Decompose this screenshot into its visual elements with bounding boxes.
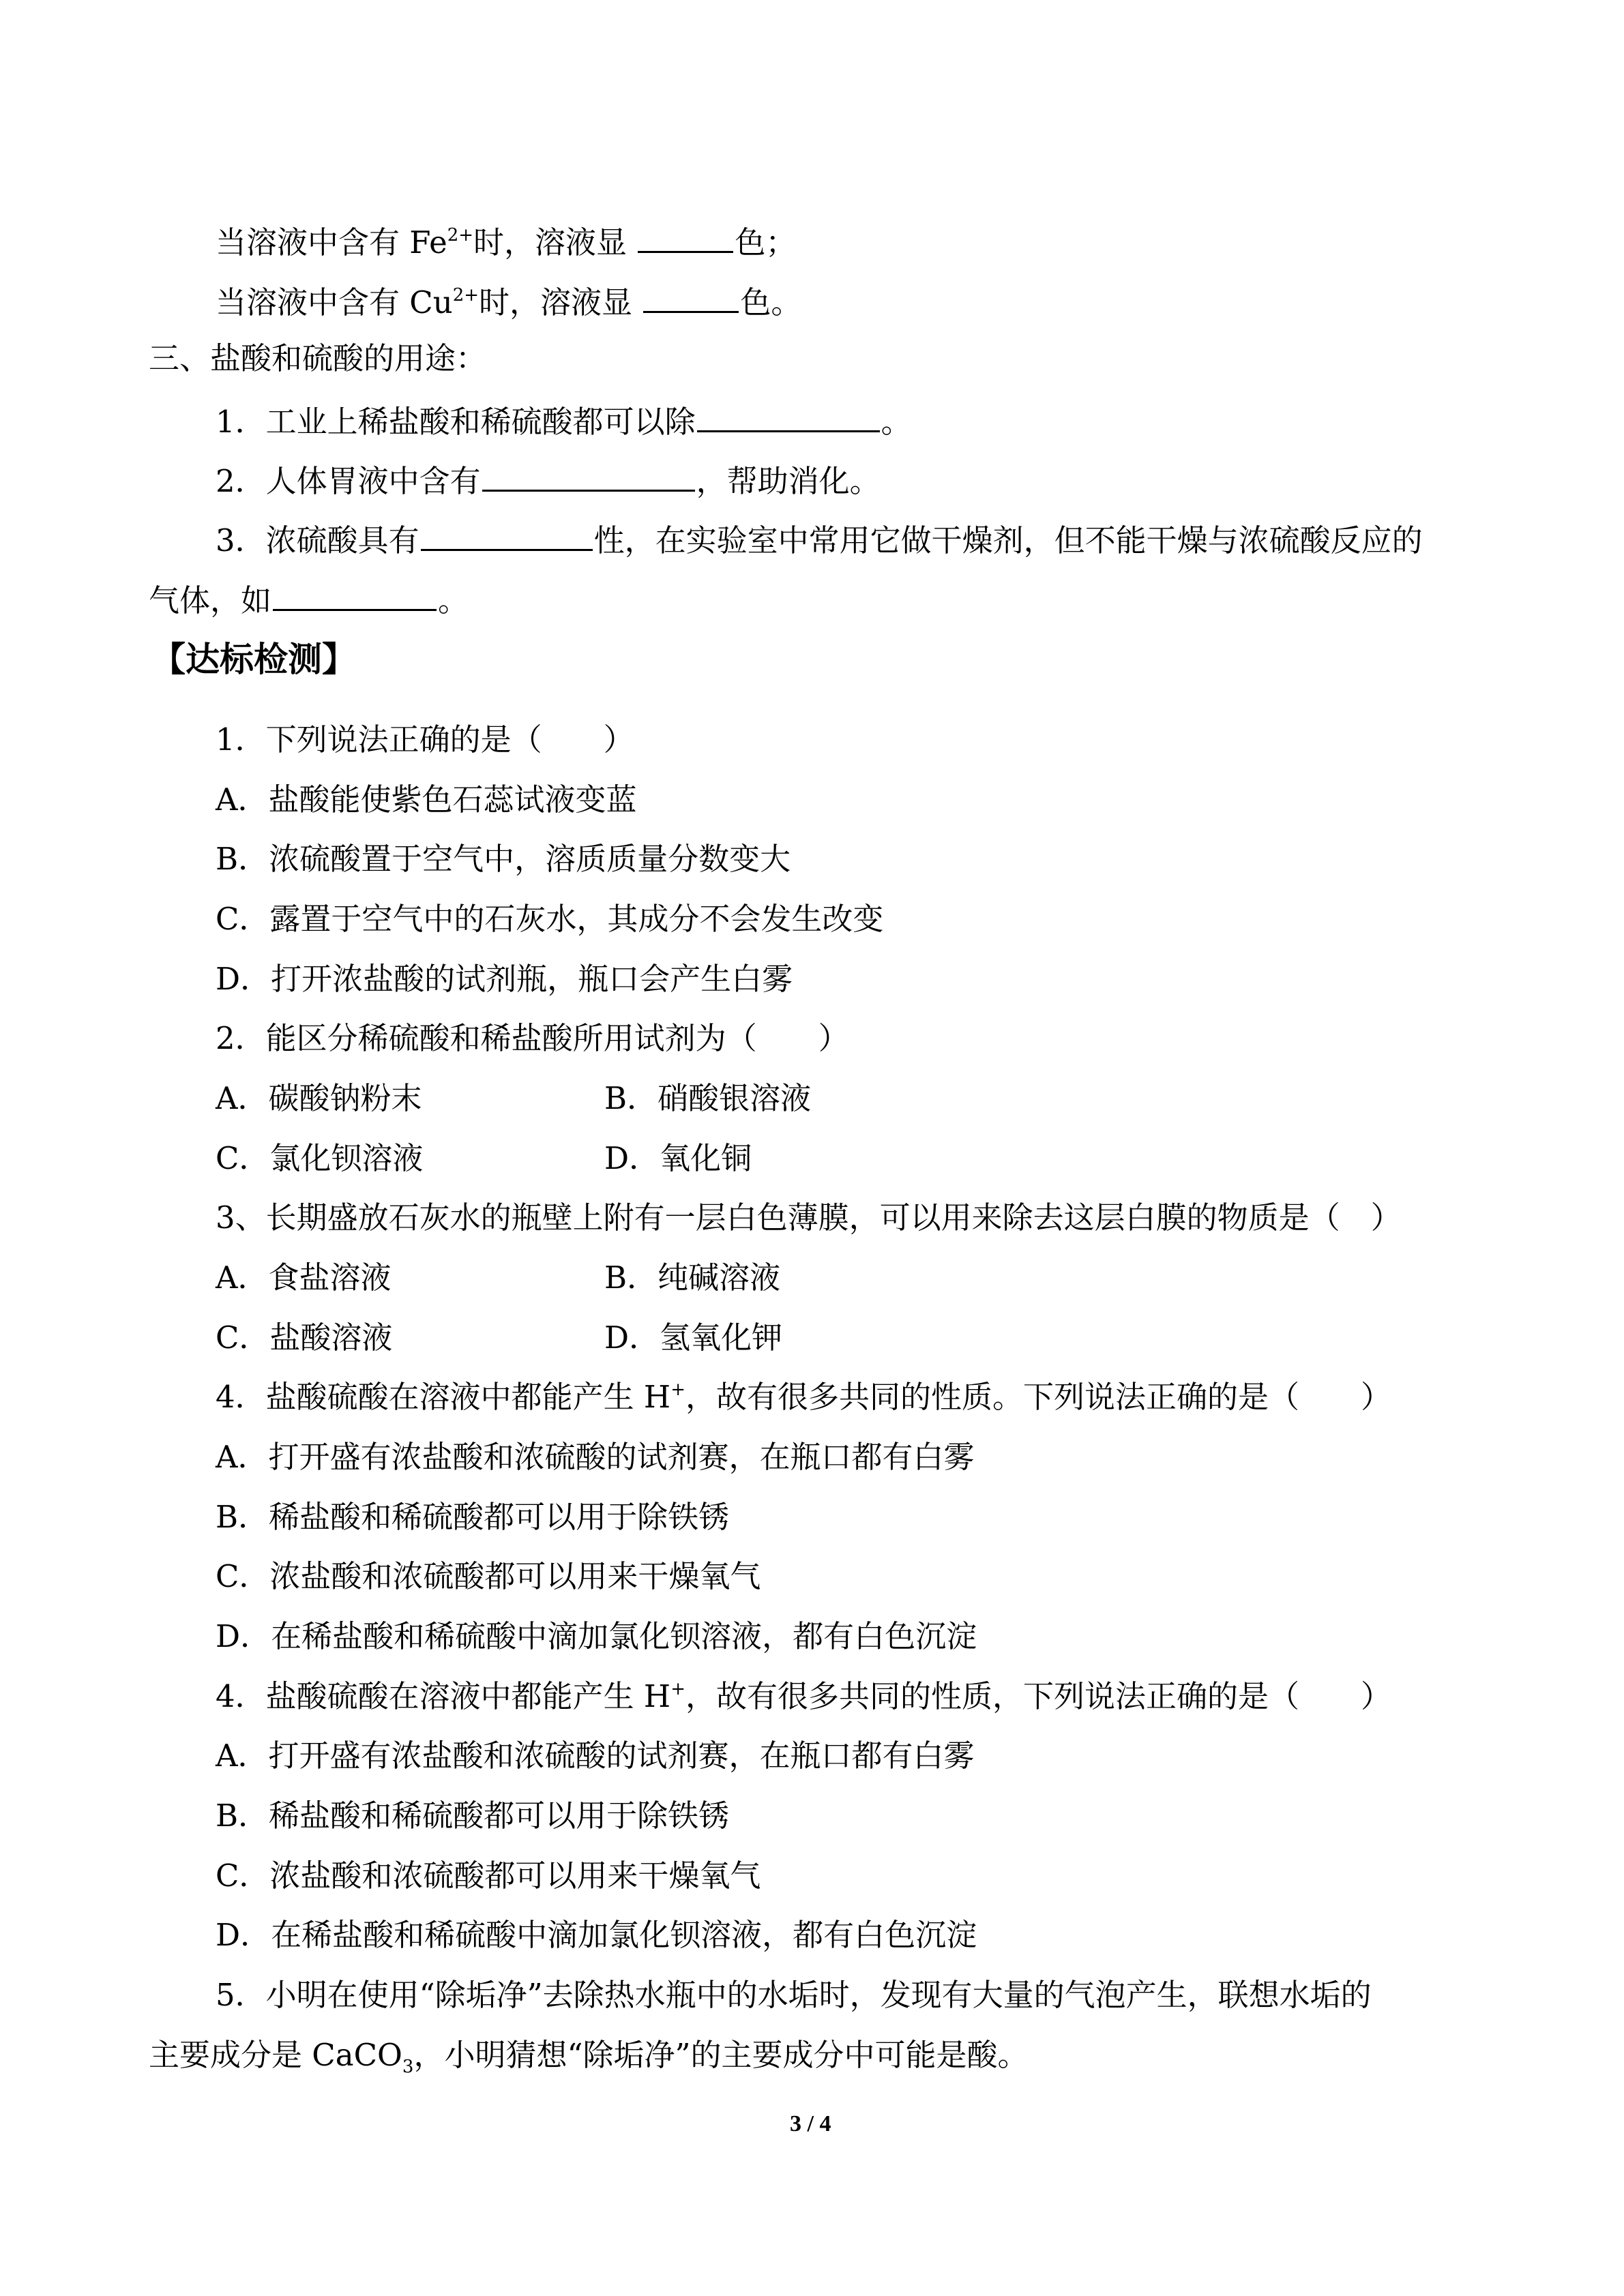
q2-option-d[interactable]: D．氧化铜 (604, 1140, 752, 1176)
uses-item-3-middle: 性，在实验室中常用它做干燥剂，但不能干燥与浓硫酸反应的 (593, 522, 1423, 558)
uses-item-3-line2-blank[interactable] (273, 582, 437, 611)
q5-line-2-prefix: 主要成分是 CaCO (149, 2037, 402, 2073)
uses-item-3-blank[interactable] (421, 522, 593, 551)
fe-suffix: 色； (735, 224, 797, 260)
q5-line-2 (149, 2037, 1029, 2077)
q4-stem-charge: + (670, 1380, 685, 1400)
q4-repeat-option-d[interactable]: D．在稀盐酸和稀硫酸中滴加氯化钡溶液，都有白色沉淀 (216, 1917, 977, 1953)
q4-repeat-option-a[interactable]: A．打开盛有浓盐酸和浓硫酸的试剂赛，在瓶口都有白雾 (216, 1738, 975, 1774)
uses-item-2-suffix: ，帮助消化。 (696, 463, 881, 499)
uses-item-1-blank[interactable] (697, 403, 880, 432)
q3-option-c[interactable]: C．盐酸溶液 (216, 1320, 393, 1356)
q4-option-c[interactable]: C．浓盐酸和浓硫酸都可以用来干燥氧气 (216, 1558, 761, 1594)
cu-color-blank[interactable] (643, 284, 739, 313)
q4-repeat-option-c[interactable]: C．浓盐酸和浓硫酸都可以用来干燥氧气 (216, 1858, 761, 1894)
q4-stem-prefix: 4．盐酸硫酸在溶液中都能产生 H (216, 1379, 671, 1415)
q2-stem: 2．能区分稀硫酸和稀盐酸所用试剂为（ ） (216, 1020, 849, 1056)
uses-item-1-suffix: 。 (881, 404, 912, 440)
uses-heading: 三、盐酸和硫酸的用途： (149, 340, 487, 376)
uses-item-3-prefix: 3．浓硫酸具有 (216, 522, 419, 558)
uses-item-2-prefix: 2．人体胃液中含有 (216, 463, 481, 499)
q1-stem: 1．下列说法正确的是（ ） (216, 721, 634, 758)
fe-color-line (216, 224, 796, 258)
cu-color-line (216, 284, 801, 318)
q2-option-a[interactable]: A．碳酸钠粉末 (216, 1080, 422, 1116)
fe-prefix: 当溶液中含有 Fe (216, 224, 447, 260)
q4-repeat-stem (216, 1678, 1391, 1714)
q1-option-a[interactable]: A．盐酸能使紫色石蕊试液变蓝 (216, 781, 637, 818)
q4-stem (216, 1379, 1391, 1415)
page-number: 3 / 4 (790, 2111, 831, 2136)
q4-repeat-option-b[interactable]: B．稀盐酸和稀硫酸都可以用于除铁锈 (216, 1798, 730, 1834)
q4-repeat-stem-suffix: ，故有很多共同的性质，下列说法正确的是（ ） (685, 1678, 1391, 1714)
test-heading: 【达标检测】 (151, 640, 356, 679)
q4-option-b[interactable]: B．稀盐酸和稀硫酸都可以用于除铁锈 (216, 1499, 730, 1535)
q2-option-c[interactable]: C．氯化钡溶液 (216, 1140, 424, 1176)
q1-option-c[interactable]: C．露置于空气中的石灰水，其成分不会发生改变 (216, 901, 884, 937)
cu-mid: 时，溶液显 (479, 284, 643, 320)
q1-option-b[interactable]: B．浓硫酸置于空气中，溶质质量分数变大 (216, 841, 791, 877)
q5-line-2-suffix: ，小明猜想“除垢净”的主要成分中可能是酸。 (413, 2037, 1029, 2073)
fe-charge: 2+ (447, 225, 474, 245)
q2-option-b[interactable]: B．硝酸银溶液 (604, 1080, 812, 1116)
q4-stem-suffix: ，故有很多共同的性质。下列说法正确的是（ ） (685, 1379, 1391, 1415)
q4-option-d[interactable]: D．在稀盐酸和稀硫酸中滴加氯化钡溶液，都有白色沉淀 (216, 1618, 977, 1654)
uses-item-2 (216, 462, 881, 499)
uses-item-3-line2-prefix: 气体，如 (149, 582, 272, 618)
fe-mid: 时，溶液显 (473, 224, 637, 260)
uses-item-2-blank[interactable] (482, 462, 695, 492)
q3-option-b[interactable]: B．纯碱溶液 (604, 1259, 781, 1296)
uses-item-3-line2-suffix: 。 (438, 582, 469, 618)
q1-option-d[interactable]: D．打开浓盐酸的试剂瓶，瓶口会产生白雾 (216, 961, 793, 997)
q4-repeat-stem-prefix: 4．盐酸硫酸在溶液中都能产生 H (216, 1678, 671, 1714)
cu-suffix: 色。 (740, 284, 802, 320)
q5-formula-subscript: 3 (402, 2057, 414, 2077)
uses-item-3-continued (149, 582, 469, 616)
q3-stem: 3、长期盛放石灰水的瓶壁上附有一层白色薄膜，可以用来除去这层白膜的物质是（ ） (216, 1199, 1402, 1236)
uses-item-1-prefix: 1．工业上稀盐酸和稀硫酸都可以除 (216, 404, 696, 440)
cu-charge: 2+ (452, 285, 479, 305)
q4-repeat-stem-charge: + (670, 1679, 685, 1699)
q3-option-a[interactable]: A．食盐溶液 (216, 1259, 392, 1296)
q3-option-d[interactable]: D．氢氧化钾 (604, 1320, 783, 1356)
q5-line-1: 5．小明在使用“除垢净”去除热水瓶中的水垢时，发现有大量的气泡产生，联想水垢的 (216, 1977, 1372, 2013)
q4-option-a[interactable]: A．打开盛有浓盐酸和浓硫酸的试剂赛，在瓶口都有白雾 (216, 1439, 975, 1475)
cu-prefix: 当溶液中含有 Cu (216, 284, 453, 320)
uses-item-3 (216, 522, 1423, 556)
uses-item-1 (216, 403, 912, 440)
fe-color-blank[interactable] (638, 224, 733, 253)
